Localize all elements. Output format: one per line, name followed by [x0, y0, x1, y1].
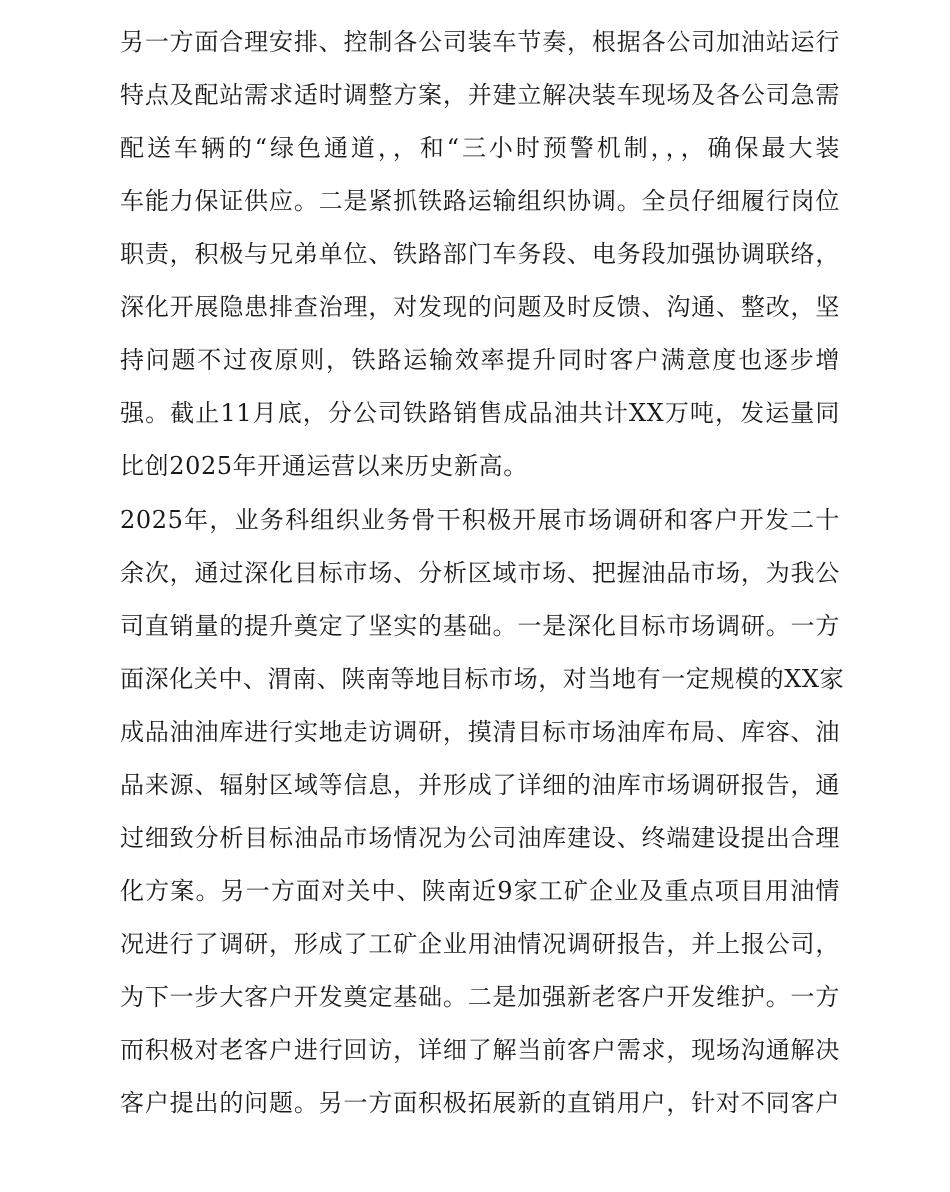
text-line: 成品油油库进行实地走访调研，摸清目标市场油库布局、库容、油 — [120, 718, 840, 746]
paragraph-start-line: 2025年，业务科组织业务骨干积极开展市场调研和客户开发二十 — [120, 506, 840, 534]
text-line: 余次，通过深化目标市场、分析区域市场、把握油品市场，为我公 — [120, 559, 840, 587]
text-line: 况进行了调研，形成了工矿企业用油情况调研报告，并上报公司， — [120, 930, 840, 958]
text-line: 职责，积极与兄弟单位、铁路部门车务段、电务段加强协调联络， — [120, 240, 840, 268]
text-line: 配送车辆的“绿色通道，，和“三小时预警机制，，，确保最大装 — [120, 134, 840, 162]
text-line: 持问题不过夜原则，铁路运输效率提升同时客户满意度也逐步增 — [120, 346, 840, 374]
text-line: 特点及配站需求适时调整方案，并建立解决装车现场及各公司急需 — [120, 81, 840, 109]
text-line: 车能力保证供应。二是紧抓铁路运输组织协调。全员仔细履行岗位 — [120, 187, 840, 215]
text-line: 而积极对老客户进行回访，详细了解当前客户需求，现场沟通解决 — [120, 1036, 840, 1064]
text-line: 客户提出的问题。另一方面积极拓展新的直销用户，针对不同客户 — [120, 1089, 840, 1117]
text-line: 面深化关中、渭南、陕南等地目标市场，对当地有一定规模的XX家 — [120, 665, 845, 693]
text-line: 深化开展隐患排查治理，对发现的问题及时反馈、沟通、整改，坚 — [120, 293, 840, 321]
text-line: 过细致分析目标油品市场情况为公司油库建设、终端建设提出合理 — [120, 824, 840, 852]
text-line: 品来源、辐射区域等信息，并形成了详细的油库市场调研报告，通 — [120, 771, 840, 799]
text-line: 比创2025年开通运营以来历史新高。 — [120, 452, 528, 480]
text-line: 为下一步大客户开发奠定基础。二是加强新老客户开发维护。一方 — [120, 983, 840, 1011]
text-line: 强。截止11月底，分公司铁路销售成品油共计XX万吨，发运量同 — [120, 399, 840, 427]
text-line: 另一方面合理安排、控制各公司装车节奏，根据各公司加油站运行 — [120, 28, 840, 56]
text-line: 司直销量的提升奠定了坚实的基础。一是深化目标市场调研。一方 — [120, 612, 840, 640]
text-line: 化方案。另一方面对关中、陕南近9家工矿企业及重点项目用油情 — [120, 877, 840, 905]
